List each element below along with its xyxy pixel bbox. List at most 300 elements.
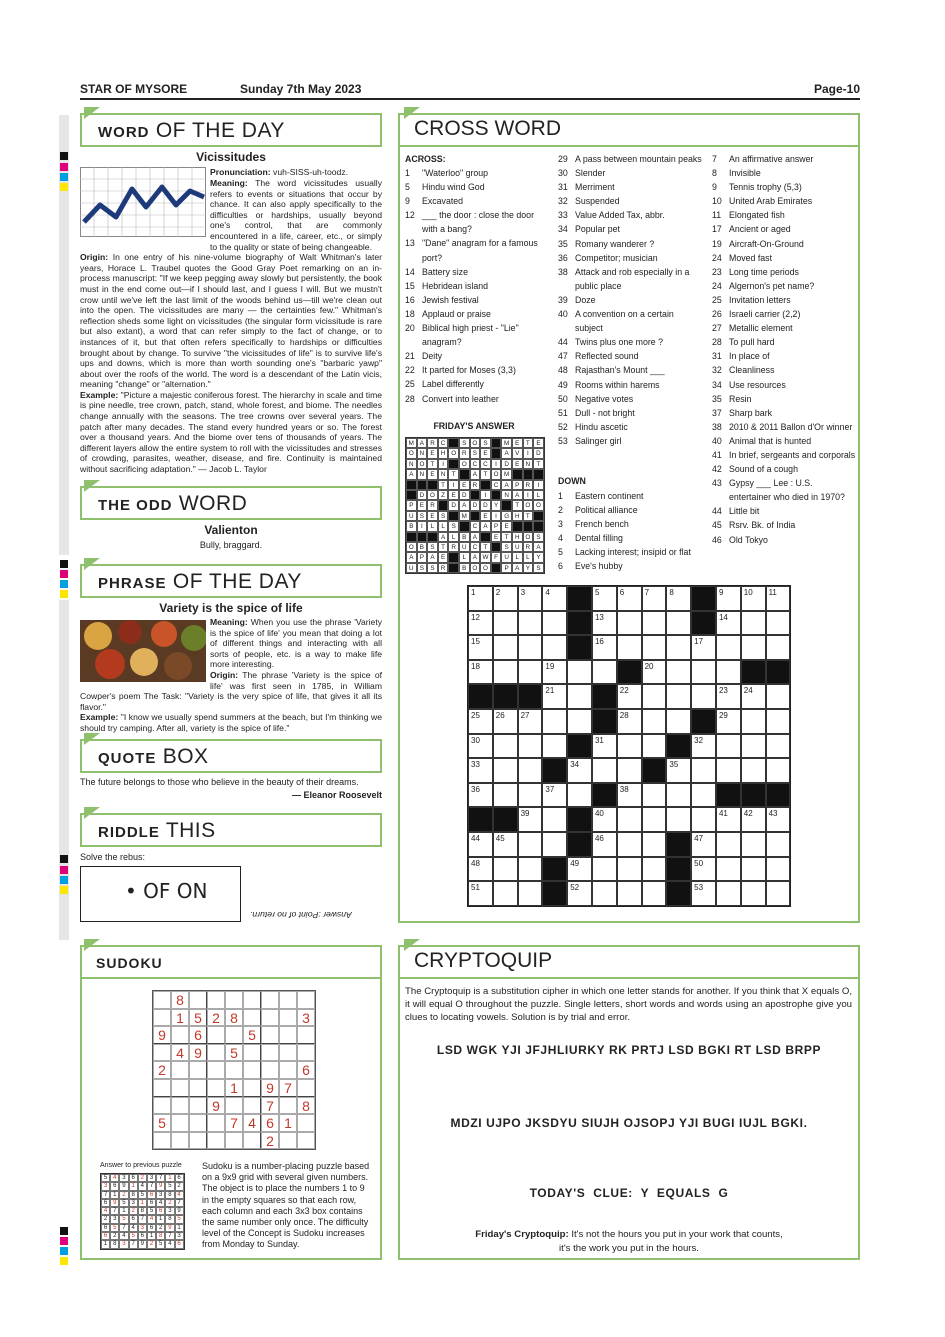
answer-cell [406,490,417,500]
crossword-cell[interactable] [493,660,518,685]
previous-answer-cell: 1 [147,1232,156,1240]
crossword-cell[interactable] [741,857,766,882]
sudoku-cell[interactable] [225,1097,243,1115]
crossword-cell[interactable]: 46 [592,832,617,857]
sudoku-cell[interactable] [207,1061,225,1079]
sudoku-cell[interactable] [225,1132,243,1150]
crossword-cell[interactable] [642,857,667,882]
crossword-cell[interactable] [741,611,766,636]
clue-item: 5 Lacking interest; insipid or flat [558,547,691,558]
crossword-cell[interactable] [493,857,518,882]
sudoku-cell[interactable] [207,1044,225,1062]
answer-cell: L [533,490,544,500]
crossword-cell[interactable]: 28 [617,709,642,734]
crossword-cell[interactable] [542,832,567,857]
crossword-cell[interactable]: 6 [617,586,642,611]
sudoku-cell[interactable] [243,1044,261,1062]
answer-cell: I [533,480,544,490]
clue-item: 37 Sharp bark [712,407,773,418]
crossword-cell[interactable]: 41 [716,807,741,832]
clue-item: 2 Political alliance [558,505,638,516]
sudoku-cell[interactable] [189,991,207,1009]
sudoku-cell[interactable] [153,991,171,1009]
crossword-cell[interactable] [617,807,642,832]
crossword-block [741,660,766,685]
crossword-cell[interactable] [642,783,667,808]
crossword-cell[interactable] [642,709,667,734]
crossword-cell[interactable] [617,611,642,636]
crossword-cell[interactable]: 31 [592,734,617,759]
down-clues-col2 [712,152,857,547]
previous-answer-cell: 3 [110,1215,119,1223]
crossword-cell[interactable]: 30 [468,734,493,759]
crossword-cell[interactable] [493,734,518,759]
crossword-cell[interactable] [666,611,691,636]
crossword-cell[interactable]: 42 [741,807,766,832]
crossword-cell[interactable] [518,660,543,685]
crossword-cell[interactable] [666,783,691,808]
crossword-cell[interactable]: 5 [592,586,617,611]
crossword-cell[interactable] [766,635,791,660]
crossword-cell[interactable] [666,709,691,734]
crossword-cell[interactable]: 1 [468,586,493,611]
sudoku-cell[interactable] [153,1079,171,1097]
crossword-cell[interactable]: 38 [617,783,642,808]
answer-cell: L [438,521,449,531]
previous-answer-cell: 2 [101,1215,110,1223]
clue-item: 47 Reflected sound [558,351,639,362]
answer-cell [533,521,544,531]
header-label: QUOTE [98,750,157,767]
crossword-grid[interactable] [467,585,791,907]
crossword-cell[interactable] [518,857,543,882]
sudoku-cell[interactable] [261,1061,279,1079]
crossword-cell[interactable]: 29 [716,709,741,734]
crossword-cell[interactable]: 11 [766,586,791,611]
sudoku-cell[interactable] [297,1079,315,1097]
crossword-cell[interactable] [518,832,543,857]
crossword-cell[interactable] [741,832,766,857]
crossword-cell[interactable] [592,857,617,882]
crossword-cell[interactable] [617,881,642,906]
crossword-cell[interactable] [741,758,766,783]
answer-cell: B [417,542,428,552]
crossword-cell[interactable]: 8 [666,586,691,611]
crossword-block [766,783,791,808]
sudoku-cell[interactable] [297,991,315,1009]
sudoku-cell[interactable] [261,1044,279,1062]
crossword-cell[interactable] [716,660,741,685]
sudoku-cell[interactable] [225,1061,243,1079]
crossword-cell[interactable] [542,709,567,734]
previous-answer-cell: 1 [175,1224,184,1232]
sudoku-cell[interactable] [189,1114,207,1132]
crossword-cell[interactable] [716,881,741,906]
answer-cell: R [523,542,534,552]
crossword-block [691,709,716,734]
crossword-cell[interactable] [493,635,518,660]
crossword-cell[interactable] [567,783,592,808]
crossword-cell[interactable] [716,857,741,882]
crossword-cell[interactable]: 36 [468,783,493,808]
previous-answer-label: Answer to previous puzzle [100,1162,182,1169]
sudoku-cell: 7 [225,1114,243,1132]
sudoku-cell[interactable] [207,1114,225,1132]
sudoku-cell[interactable] [279,1061,297,1079]
phrase-of-day-header [80,564,382,598]
crossword-cell[interactable]: 49 [567,857,592,882]
sudoku-cell[interactable] [279,1132,297,1150]
answer-cell: O [470,563,481,573]
answer-cell: R [427,500,438,510]
crossword-cell[interactable]: 23 [716,684,741,709]
crossword-cell[interactable]: 43 [766,807,791,832]
crossword-cell[interactable] [542,635,567,660]
crossword-cell[interactable]: 34 [567,758,592,783]
crossword-cell[interactable] [642,684,667,709]
crossword-cell[interactable] [617,857,642,882]
answer-cell: A [533,542,544,552]
crossword-cell[interactable] [716,635,741,660]
crossword-cell[interactable] [642,635,667,660]
word-of-day-header [80,113,382,147]
crossword-cell[interactable] [766,709,791,734]
crossword-cell[interactable]: 3 [518,586,543,611]
sudoku-cell: 1 [225,1079,243,1097]
crossword-cell[interactable]: 20 [642,660,667,685]
answer-cell [417,532,428,542]
clue-item: 11 Elongated fish [712,210,785,221]
sudoku-cell[interactable] [261,1009,279,1027]
crossword-cell[interactable]: 52 [567,881,592,906]
sudoku-cell[interactable] [189,1079,207,1097]
crossword-cell[interactable] [642,832,667,857]
sudoku-cell[interactable] [153,1097,171,1115]
sudoku-cell[interactable] [153,1009,171,1027]
sudoku-cell[interactable] [243,1132,261,1150]
sudoku-cell[interactable] [171,1097,189,1115]
crossword-cell[interactable] [691,807,716,832]
crossword-cell[interactable] [518,635,543,660]
crossword-cell[interactable]: 40 [592,807,617,832]
crossword-cell[interactable]: 48 [468,857,493,882]
crossword-cell[interactable] [567,684,592,709]
answer-cell: A [427,552,438,562]
sudoku-cell: 2 [261,1132,279,1150]
crossword-cell[interactable] [518,881,543,906]
crossword-cell[interactable] [666,635,691,660]
answer-cell: N [523,459,534,469]
crossword-cell[interactable] [766,857,791,882]
answer-cell: W [480,552,491,562]
crossword-cell[interactable] [642,807,667,832]
header-title: THIS [165,819,216,842]
crossword-cell[interactable] [642,611,667,636]
clue-item: 28 To pull hard [712,337,775,348]
crossword-cell[interactable] [716,734,741,759]
clue-item: 9 Tennis trophy (5,3) [712,182,802,193]
clue-item: 35 Romany wanderer ? [558,238,655,249]
crossword-cell[interactable] [691,684,716,709]
crossword-cell[interactable] [518,758,543,783]
clue-item: 35 Resin [712,393,752,404]
answer-cell [417,480,428,490]
answer-cell: S [417,563,428,573]
crossword-cell[interactable] [766,684,791,709]
clue-item: 20 Biblical high priest - "Lie" anagram? [405,323,519,348]
crossword-cell[interactable]: 19 [542,660,567,685]
sudoku-cell[interactable] [225,1026,243,1044]
crossword-cell[interactable] [691,758,716,783]
crossword-cell[interactable] [493,783,518,808]
header-title: WORD [494,117,562,140]
crossword-cell[interactable] [617,832,642,857]
sudoku-cell[interactable] [261,1026,279,1044]
crossword-cell[interactable]: 53 [691,881,716,906]
paper-name: STAR OF MYSORE [80,82,188,96]
crossword-cell[interactable]: 16 [592,635,617,660]
crossword-cell[interactable]: 25 [468,709,493,734]
pronunciation: Pronunciation: vuh-SISS-uh-toodz. [210,167,349,177]
sudoku-cell[interactable] [207,1026,225,1044]
clue-item: 9 Excavated [405,196,464,207]
wotd-meaning: Meaning: The word vicissitudes usually refers to events or situations that occur by chance. It can also apply specifically to the difficulties or hardships, usually beyond one's control, that are commonly encountered in a life, career, etc., or simply to the quality or state of being changeable. Origin: In one entry of his nine-volume biography of Walt Whitman's later years, Horace L. Traubel quotes the Good Gray Poet remarking on an in-process manuscript: "If we keep pegging away slowly but persistently, the book must in the end come out—if I should last, and I guess I will. But we mustn't crow until we've left the last limit of the woods behind us—till we're clean out into the open. The vicissitudes are many — the certainties few." Whitman's reflection sheds some light on vicissitudes (the singular form vicissitude is rare but also extant), a word that can refer simply to the fact of change, or to instances of it, but that often refers specifically to hardships or difficulties brought about by change. To survive "the vicissitudes of life" is to survive life's ups and downs, which is more than worth sounding one's "barbaric yawp" about over the roofs of the world. The word is a descendant of the Latin vicis, meaning "change" or "alternation." Example: "Picture a majestic coniferous forest. The hierarchy in scale and time is pine needle, tree crown, patch, stand, whole forest, and biome. The needles change annually with the seasons. The tree crowns over several years. The patch after many decades. The stand every hundred years or so. The forest over a thousand years. And the biome over tens of thousands of years. The different layers allow the entire system to roll with the vicissitudes and stresses of crowding, parasites, weather, disease, and fire. Continuity is maintained without sacrificing adaptation." — Jacob L. Taylor [80,178,383,475]
clue-item: 26 Israeli carrier (2,2) [712,309,801,320]
answer-cell: H [512,532,523,542]
clue-item: 6 Eve's hubby [558,561,623,572]
sudoku-cell[interactable] [189,1132,207,1150]
sudoku-cell[interactable] [243,1009,261,1027]
crossword-cell[interactable] [666,684,691,709]
sudoku-cell[interactable] [279,1009,297,1027]
crossword-cell[interactable] [617,758,642,783]
clue-item: 15 Hebridean island [405,280,489,291]
previous-answer-cell: 3 [156,1191,165,1199]
crossword-cell[interactable] [766,758,791,783]
sudoku-cell[interactable] [243,991,261,1009]
crossword-cell[interactable] [567,709,592,734]
crossword-cell[interactable] [617,734,642,759]
crossword-cell[interactable]: 2 [493,586,518,611]
crossword-cell[interactable]: 4 [542,586,567,611]
crossword-cell[interactable]: 44 [468,832,493,857]
clue-item: 22 It parted for Moses (3,3) [405,365,516,376]
across-clues-col2 [558,152,703,448]
crossword-cell[interactable] [666,807,691,832]
answer-cell: O [406,448,417,458]
answer-cell: M [501,469,512,479]
previous-answer-cell: 3 [165,1207,174,1215]
sudoku-cell[interactable] [171,1132,189,1150]
crossword-cell[interactable] [592,660,617,685]
crossword-cell[interactable]: 50 [691,857,716,882]
sudoku-cell[interactable] [297,1132,315,1150]
sudoku-cell[interactable] [207,991,225,1009]
sudoku-cell: 2 [153,1061,171,1079]
crossword-cell[interactable]: 32 [691,734,716,759]
crossword-cell[interactable]: 33 [468,758,493,783]
clue-item: 24 Moved fast [712,252,773,263]
answer-cell: A [470,469,481,479]
sudoku-cell[interactable] [243,1097,261,1115]
previous-answer-cell: 2 [110,1232,119,1240]
crossword-cell[interactable]: 24 [741,684,766,709]
clue-item: 44 Twins plus one more ? [558,337,664,348]
riddle-prompt: Solve the rebus: [80,852,146,862]
sudoku-grid[interactable] [152,990,316,1150]
sudoku-cell[interactable] [279,1044,297,1062]
sudoku-cell[interactable] [279,1097,297,1115]
crossword-cell[interactable]: 15 [468,635,493,660]
crossword-cell[interactable] [766,832,791,857]
answer-cell: S [480,438,491,448]
crossword-cell[interactable] [518,734,543,759]
crossword-cell[interactable]: 21 [542,684,567,709]
crossword-cell[interactable]: 13 [592,611,617,636]
sudoku-cell[interactable] [153,1132,171,1150]
previous-answer-cell: 8 [156,1232,165,1240]
answer-cell [448,563,459,573]
crossword-cell[interactable] [741,709,766,734]
crossword-cell[interactable] [493,881,518,906]
page-number: Page-10 [813,82,860,96]
crossword-block [542,881,567,906]
sudoku-cell[interactable] [171,1114,189,1132]
crossword-cell[interactable] [493,758,518,783]
crossword-cell[interactable]: 9 [716,586,741,611]
crossword-cell[interactable]: 17 [691,635,716,660]
sudoku-cell[interactable] [243,1061,261,1079]
clue-item: 29 A pass between mountain peaks [558,154,702,164]
sudoku-cell[interactable] [279,991,297,1009]
answer-cell: U [406,563,417,573]
sudoku-cell[interactable] [207,1132,225,1150]
crossword-cell[interactable] [766,734,791,759]
previous-answer-cell: 7 [129,1240,138,1248]
crossword-block [542,857,567,882]
sudoku-cell[interactable] [297,1044,315,1062]
previous-answer-cell: 9 [165,1224,174,1232]
clue-item: 32 Suspended [558,196,620,207]
crossword-cell[interactable]: 27 [518,709,543,734]
sudoku-cell[interactable] [153,1044,171,1062]
crossword-cell[interactable]: 14 [716,611,741,636]
crossword-cell[interactable] [741,734,766,759]
answer-cell [427,532,438,542]
sudoku-cell[interactable] [225,991,243,1009]
sudoku-cell[interactable] [261,991,279,1009]
crossword-cell[interactable]: 18 [468,660,493,685]
crossword-block [666,832,691,857]
crossword-cell[interactable] [766,881,791,906]
down-label: DOWN [558,476,586,486]
crossword-cell[interactable]: 37 [542,783,567,808]
friday-cryptoquip: Friday's Cryptoquip: It's not the hours you put in your work that counts, it's the work you put in the hours. [475,1229,783,1254]
crossword-cell[interactable]: 26 [493,709,518,734]
crossword-cell[interactable]: 10 [741,586,766,611]
sudoku-cell[interactable] [171,1061,189,1079]
answer-cell: T [533,459,544,469]
sudoku-cell[interactable] [189,1097,207,1115]
crossword-cell[interactable]: 12 [468,611,493,636]
crossword-cell[interactable] [542,807,567,832]
sudoku-cell[interactable] [243,1079,261,1097]
sudoku-cell: 5 [243,1026,261,1044]
header-label: CROSS [414,117,489,140]
crossword-cell[interactable] [691,783,716,808]
sudoku-cell: 7 [261,1097,279,1115]
crossword-cell[interactable]: 7 [642,586,667,611]
crossword-cell[interactable] [716,832,741,857]
crossword-cell[interactable] [666,660,691,685]
answer-cell [533,511,544,521]
clue-item: 12 ___ the door : close the door with a bang? [405,210,534,235]
clue-item: 45 Rsrv. Bk. of India [712,520,796,531]
crossword-cell[interactable] [617,635,642,660]
sudoku-cell[interactable] [207,1079,225,1097]
crossword-block [567,586,592,611]
crossword-cell[interactable]: 45 [493,832,518,857]
crossword-cell[interactable] [542,734,567,759]
crossword-cell[interactable]: 47 [691,832,716,857]
odd-word-meaning: Bully, braggard. [199,540,263,550]
clue-item: 30 Slender [558,168,606,179]
crossword-cell[interactable] [493,611,518,636]
crossword-cell[interactable] [518,611,543,636]
crossword-block [691,611,716,636]
answer-cell [448,459,459,469]
sudoku-cell[interactable] [171,1079,189,1097]
sudoku-cell: 8 [225,1009,243,1027]
crossword-cell[interactable] [741,635,766,660]
header-title: OF THE DAY [155,119,285,142]
previous-answer-cell: 5 [175,1215,184,1223]
sudoku-cell[interactable] [189,1061,207,1079]
sudoku-cell[interactable] [297,1114,315,1132]
crossword-cell[interactable] [716,758,741,783]
crossword-cell[interactable]: 51 [468,881,493,906]
crossword-block [567,832,592,857]
previous-answer-cell: 5 [165,1182,174,1190]
answer-cell: S [533,532,544,542]
crossword-cell[interactable] [642,734,667,759]
crossword-cell[interactable] [592,758,617,783]
sudoku-cell[interactable] [171,1026,189,1044]
answer-cell: E [491,532,502,542]
crossword-cell[interactable] [518,783,543,808]
sudoku-cell[interactable] [297,1026,315,1044]
crossword-cell[interactable] [542,611,567,636]
answer-cell [491,438,502,448]
previous-answer-cell: 8 [165,1191,174,1199]
crossword-cell[interactable] [766,611,791,636]
sudoku-cell[interactable] [279,1026,297,1044]
crossword-cell[interactable]: 22 [617,684,642,709]
answer-cell: E [448,490,459,500]
rebus-box: • OF ON [80,866,241,922]
riddle-header [80,813,382,847]
crossword-cell[interactable]: 35 [666,758,691,783]
previous-answer-cell: 8 [110,1240,119,1248]
crossword-cell[interactable] [741,881,766,906]
crossword-cell[interactable] [567,660,592,685]
clue-item: 24 Algernon's pet name? [712,280,815,291]
header-label: RIDDLE [98,824,160,841]
crossword-cell[interactable]: 39 [518,807,543,832]
crossword-cell[interactable] [691,660,716,685]
crossword-cell[interactable] [642,881,667,906]
crossword-cell[interactable] [592,881,617,906]
